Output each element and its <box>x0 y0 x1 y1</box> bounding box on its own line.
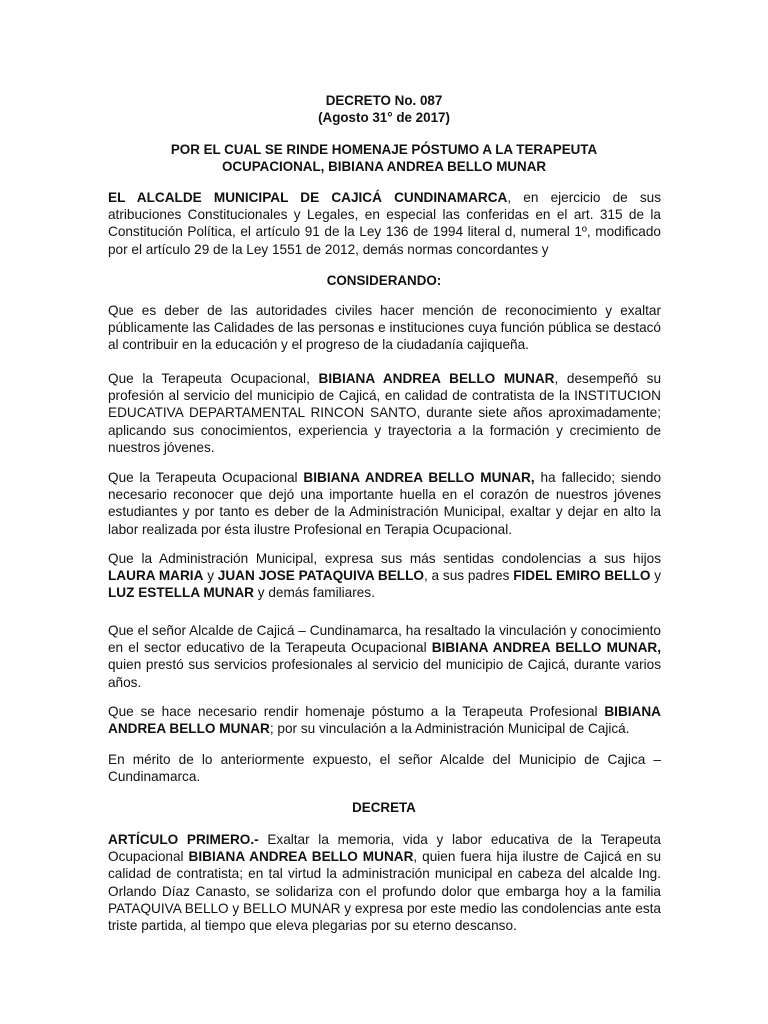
preamble-paragraph <box>108 189 661 258</box>
decree-subject-line-2: OCUPACIONAL, BIBIANA ANDREA BELLO MUNAR <box>221 159 547 174</box>
decree-subject-line-1: POR EL CUAL SE RINDE HOMENAJE PÓSTUMO A LA TERAPEUTA <box>170 142 598 157</box>
considerando-paragraph-2 <box>108 370 661 456</box>
p3-name: BIBIANA ANDREA BELLO MUNAR, <box>303 470 535 485</box>
preamble-text: , en ejercicio de sus atribuciones Constitucionales y Legales, en especial las conferidas en el art. 315 de la Constitución Política, el artículo 91 de la Ley 136 de 1994 literal d, numeral 1º, modificado por el artículo 29 de la Ley 1551 de 2012, demás normas concordantes y <box>108 190 662 257</box>
decree-date: (Agosto 31° de 2017) <box>318 110 450 125</box>
p4-name-luz: LUZ ESTELLA MUNAR <box>108 585 254 601</box>
p5-text-c: quien prestó sus servicios profesionales al servicio del municipio de Cajicá, durante varios años. <box>108 657 661 690</box>
considerando-paragraph-1: Que es deber de las autoridades civiles hacer mención de reconocimiento y exaltar públicamente las Calidades de las personas e instituciones cuya función pública se destacó al contribuir en la educación y el progreso de la ciudadanía cajiqueña. <box>108 303 661 353</box>
p5-name: BIBIANA ANDREA BELLO MUNAR, <box>431 640 662 656</box>
p2-name: BIBIANA ANDREA BELLO MUNAR <box>318 371 555 386</box>
decreta-heading: DECRETA <box>352 800 416 815</box>
p4-text-a: Que la Administración Municipal, expresa sus más sentidas condolencias a sus hijos <box>108 551 661 566</box>
articulo-primero-text-c: , quien fuera hija ilustre de Cajicá en su calidad de contratista; en tal virtud la administración municipal en cabeza del alcalde Ing. Orlando Díaz Canasto, se solidariza con el profundo dolor que embarga hoy a la familia PATAQUIVA BELLO y BELLO MUNAR y expresa por este medio las condolencias ante esta triste partida, al tiempo que eleva plegarias por su eterno descanso. <box>108 849 661 934</box>
considerando-paragraph-6 <box>108 703 661 737</box>
considerando-paragraph-4 <box>108 550 661 602</box>
p4-name-juan: JUAN JOSE PATAQUIVA BELLO <box>217 568 424 584</box>
p2-text-c: , desempeñó su profesión al servicio del municipio de Cajicá, en calidad de contratista de la INSTITUCION EDUCATIVA DEPARTAMENTAL RINCON SANTO, durante siete años aproximadamente; aplicando sus conocimientos, experiencia y trayectoria a la formación y crecimiento de nuestros jóvenes. <box>108 371 662 455</box>
preamble-authority: EL ALCALDE MUNICIPAL DE CAJICÁ CUNDINAMARCA <box>108 190 508 205</box>
considerando-paragraph-7: En mérito de lo anteriormente expuesto, el señor Alcalde del Municipio de Cajica – Cundinamarca. <box>108 752 661 785</box>
articulo-primero-label: ARTÍCULO PRIMERO.- <box>108 832 259 847</box>
p5-text-a: Que el señor Alcalde de Cajicá – Cundinamarca, ha resaltado la vinculación y conocimiento en el sector educativo de la Terapeuta Ocupacional <box>108 623 661 656</box>
p6-text-a: Que se hace necesario rendir homenaje póstumo a la Terapeuta Profesional <box>108 704 605 719</box>
p4-name-laura: LAURA MARIA <box>108 568 204 584</box>
p3-text-c: ha fallecido; siendo necesario reconocer que dejó una importante huella en el corazón de nuestros jóvenes estudiantes y por tanto es deber de la Administración Municipal, exaltar y dejar en alto la labor realizada por ésta ilustre Profesional en Terapia Ocupacional. <box>108 470 661 537</box>
considerando-paragraph-5 <box>108 622 661 691</box>
articulo-primero-name: BIBIANA ANDREA BELLO MUNAR <box>188 849 414 865</box>
p4-text-i: y demás familiares. <box>254 585 375 601</box>
decree-title: DECRETO No. 087 <box>325 93 443 108</box>
p3-text-a: Que la Terapeuta Ocupacional <box>108 470 304 485</box>
p4-text-c: y <box>203 568 218 584</box>
articulo-primero <box>108 831 661 934</box>
p2-text-a: Que la Terapeuta Ocupacional, <box>108 371 319 386</box>
p4-text-g: y <box>650 568 661 584</box>
considerando-heading: CONSIDERANDO: <box>326 273 442 288</box>
p4-name-fidel: FIDEL EMIRO BELLO <box>513 568 651 584</box>
articulo-primero-text-a: Exaltar la memoria, vida y labor educativa de la Terapeuta Ocupacional <box>108 832 661 865</box>
p6-name: BIBIANA ANDREA BELLO MUNAR <box>108 704 661 737</box>
considerando-paragraph-3 <box>108 469 661 538</box>
p4-text-e: , a sus padres <box>424 568 514 584</box>
p6-text-c: ; por su vinculación a la Administración Municipal de Cajicá. <box>269 721 630 737</box>
